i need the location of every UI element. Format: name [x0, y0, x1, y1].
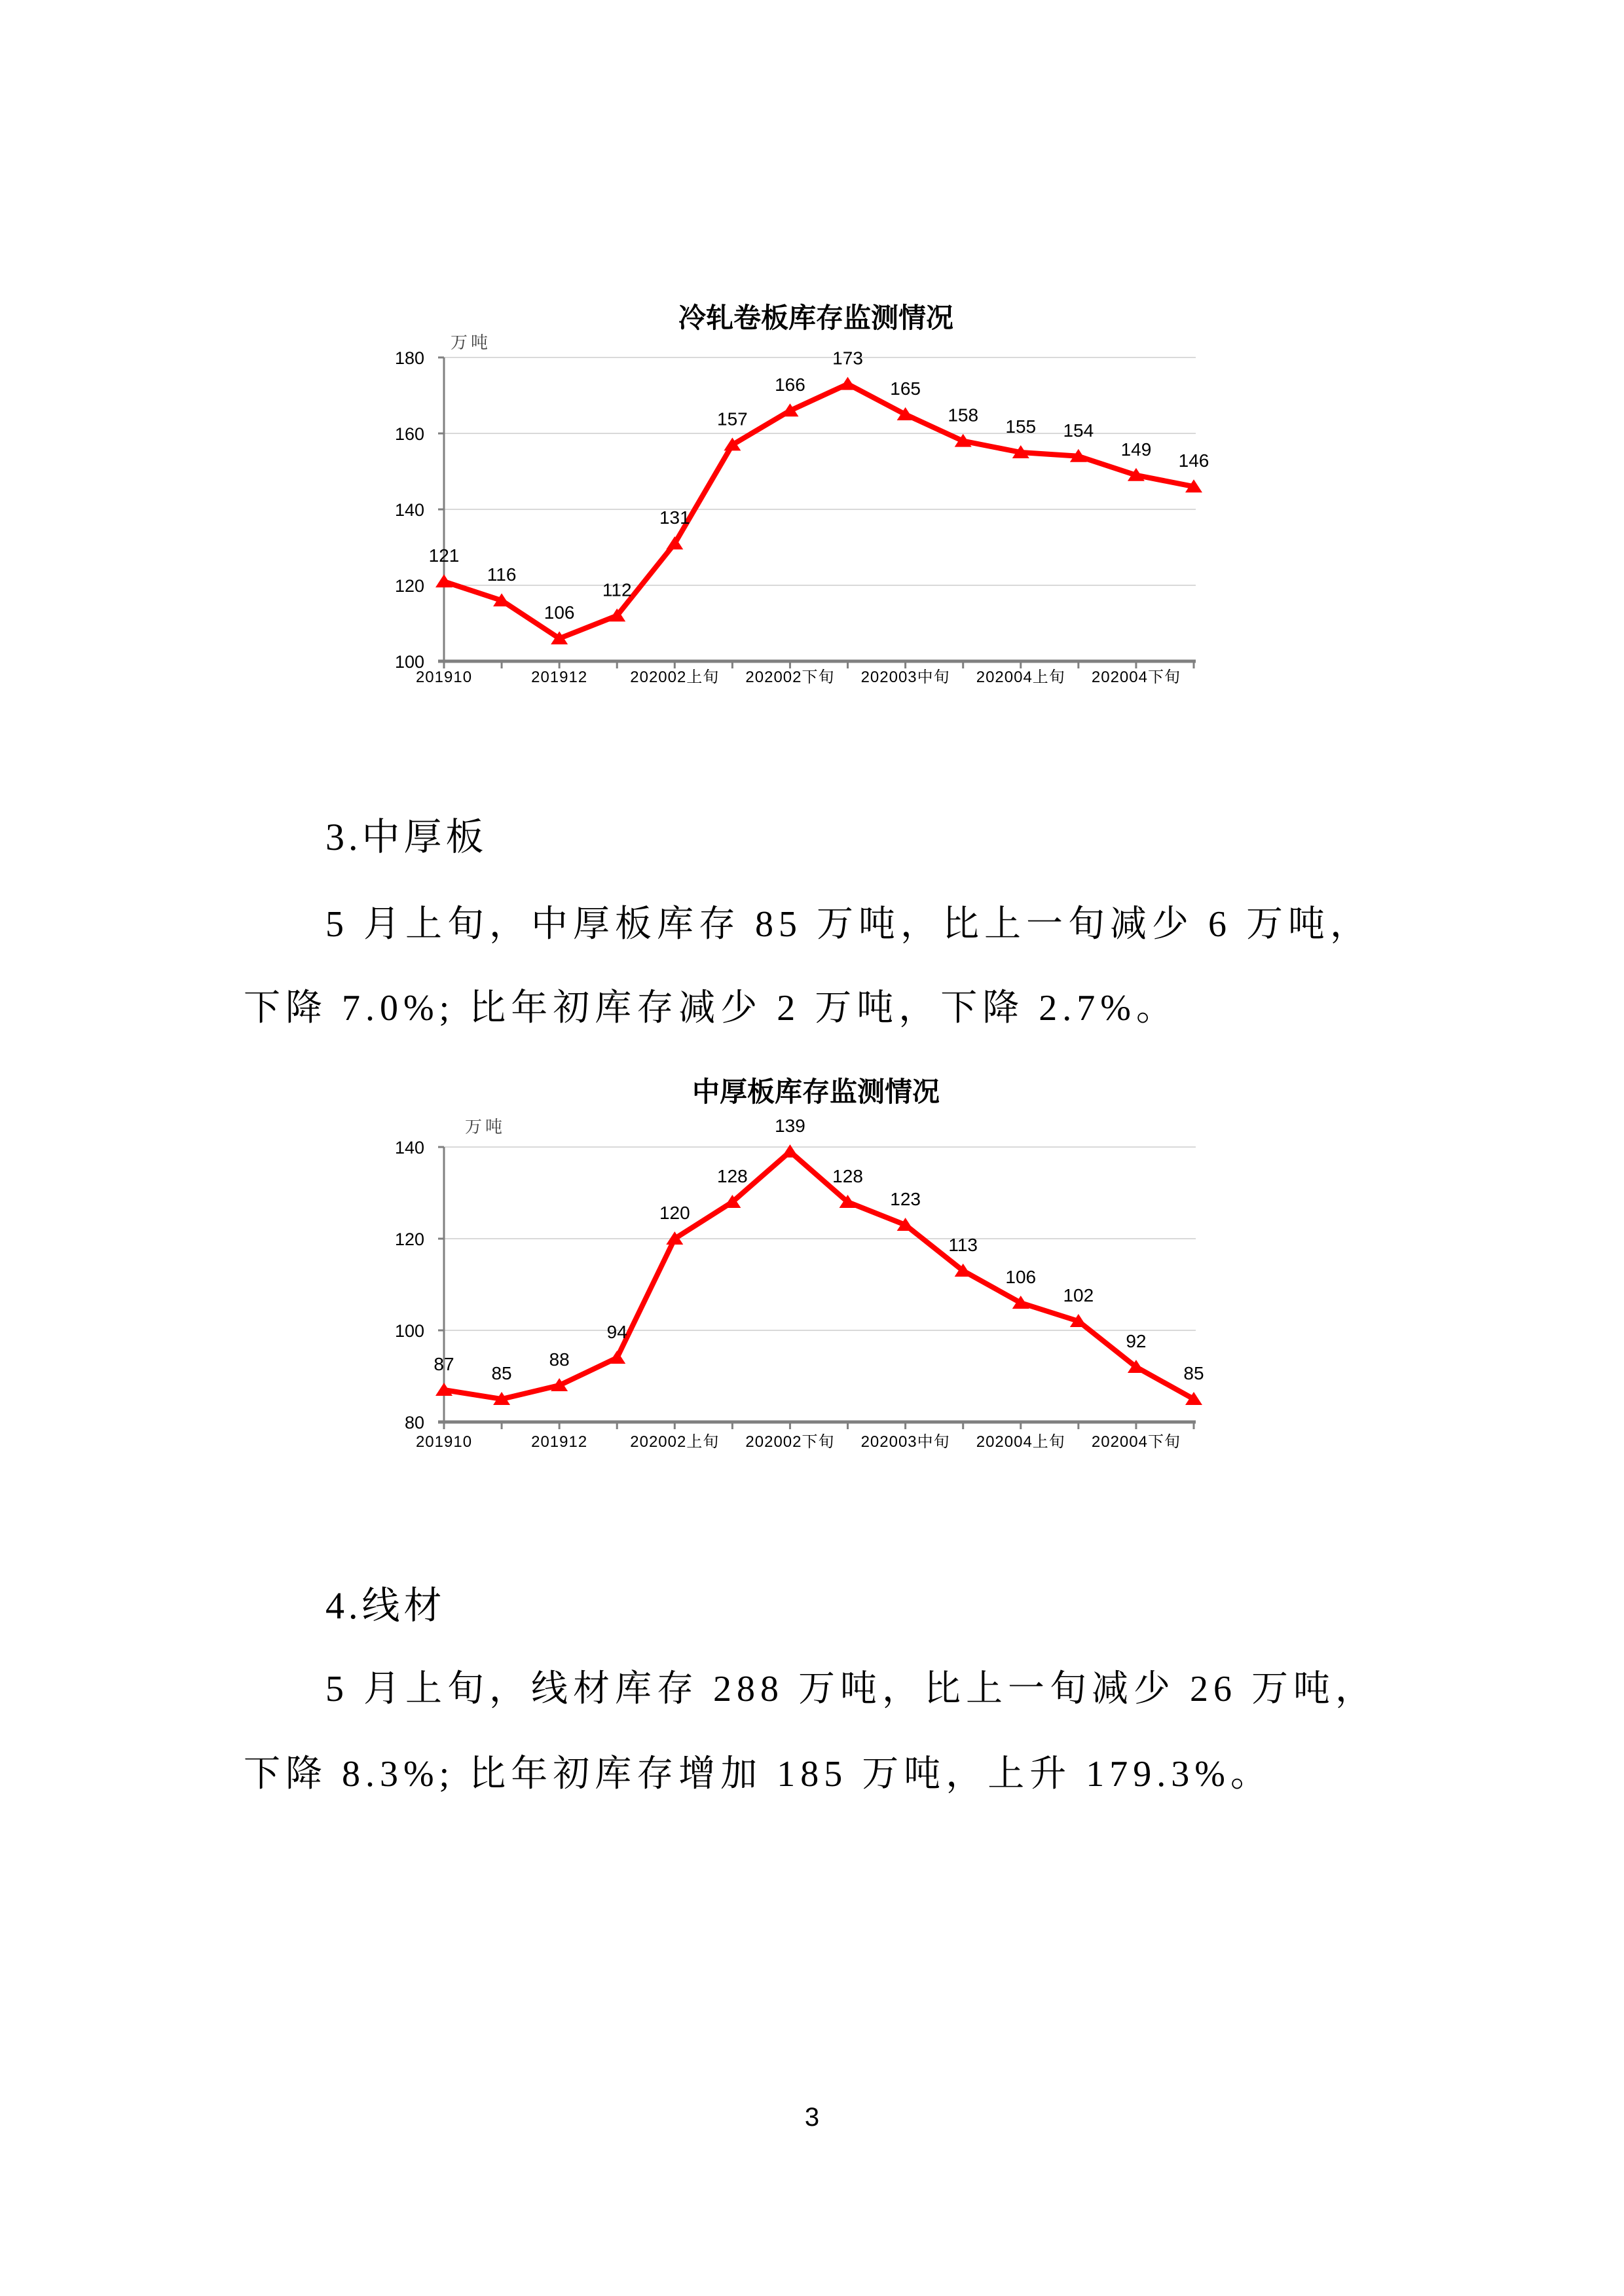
data-point-label: 102 — [1063, 1285, 1094, 1305]
chart-title: 冷轧卷板库存监测情况 — [678, 302, 954, 333]
data-point-label: 166 — [775, 374, 805, 395]
data-point-label: 146 — [1178, 450, 1209, 471]
x-axis-tick-label: 202004下旬 — [1091, 1433, 1181, 1451]
wire-rod-paragraph-line-1: 5 月上旬，线材库存 288 万吨，比上一旬减少 26 万吨， — [325, 1669, 1377, 1709]
data-point-label: 112 — [602, 579, 632, 600]
y-axis-tick-label: 140 — [394, 500, 424, 520]
data-point-label: 157 — [717, 409, 748, 429]
y-axis-unit-label: 万吨 — [465, 1117, 506, 1137]
data-point-label: 128 — [832, 1166, 863, 1186]
data-point-label: 131 — [659, 507, 690, 528]
data-point-label: 121 — [428, 545, 460, 566]
data-point-label: 173 — [832, 348, 863, 369]
x-axis-tick-label: 201910 — [415, 1433, 473, 1451]
x-axis-tick-label: 202002下旬 — [745, 1433, 835, 1451]
data-point-label: 116 — [487, 564, 517, 585]
section-heading-wire-rod: 4.线材 — [325, 1584, 446, 1627]
data-point-label: 92 — [1126, 1331, 1147, 1351]
data-point-label: 94 — [606, 1322, 627, 1342]
x-axis-tick-label: 201910 — [415, 668, 473, 686]
x-axis-tick-label: 202003中旬 — [860, 668, 950, 686]
data-point-label: 120 — [659, 1203, 690, 1223]
data-point-label: 155 — [1005, 416, 1037, 437]
x-axis-tick-label: 202003中旬 — [860, 1433, 950, 1451]
data-point-label: 85 — [1183, 1363, 1204, 1383]
section-heading-medium-plate: 3.中厚板 — [325, 816, 488, 858]
x-axis-tick-label: 201912 — [531, 1433, 588, 1451]
data-point-marker — [840, 377, 857, 390]
data-point-label: 87 — [434, 1354, 454, 1374]
cold-rolled-coil-inventory-chart — [367, 275, 1283, 720]
data-point-label: 123 — [890, 1189, 921, 1209]
y-axis-tick-label: 100 — [394, 1321, 424, 1341]
data-point-label: 85 — [491, 1363, 512, 1383]
data-point-marker — [608, 1351, 625, 1364]
medium-plate-paragraph-line-1: 5 月上旬，中厚板库存 85 万吨，比上一旬减少 6 万吨， — [325, 904, 1372, 945]
x-axis-tick-label: 202004下旬 — [1091, 668, 1181, 686]
data-point-label: 149 — [1120, 439, 1152, 460]
x-axis-tick-label: 202004上旬 — [976, 668, 1065, 686]
data-point-label: 106 — [544, 602, 575, 623]
data-point-label: 154 — [1063, 420, 1094, 441]
y-axis-tick-label: 140 — [394, 1138, 424, 1157]
data-point-label: 128 — [717, 1166, 748, 1186]
data-point-label: 88 — [549, 1349, 570, 1370]
page-number: 3 — [804, 2103, 820, 2132]
y-axis-tick-label: 120 — [394, 1230, 424, 1249]
x-axis-tick-label: 202002上旬 — [630, 1433, 720, 1451]
data-point-label: 106 — [1005, 1267, 1037, 1287]
data-point-label: 139 — [775, 1116, 805, 1136]
wire-rod-paragraph-line-2: 下降 8.3%; 比年初库存增加 185 万吨，上升 179.3%。 — [244, 1754, 1272, 1795]
x-axis-tick-label: 202002下旬 — [745, 668, 835, 686]
data-point-label: 165 — [890, 378, 921, 399]
medium-plate-paragraph-line-2: 下降 7.0%; 比年初库存减少 2 万吨，下降 2.7%。 — [244, 988, 1178, 1029]
y-axis-tick-label: 80 — [404, 1413, 424, 1432]
data-point-label: 113 — [948, 1235, 978, 1255]
medium-plate-chart-canvas — [367, 1061, 1283, 1480]
y-axis-tick-label: 120 — [394, 576, 424, 596]
y-axis-tick-label: 160 — [394, 424, 424, 444]
medium-plate-inventory-chart — [367, 1061, 1283, 1480]
x-axis-tick-label: 202002上旬 — [630, 668, 720, 686]
y-axis-unit-label: 万吨 — [451, 333, 492, 352]
cold-rolled-coil-chart-canvas — [367, 275, 1283, 720]
data-point-label: 158 — [948, 405, 979, 426]
x-axis-tick-label: 201912 — [531, 668, 588, 686]
y-axis-tick-label: 180 — [394, 348, 424, 368]
chart-title: 中厚板库存监测情况 — [692, 1076, 940, 1107]
x-axis-tick-label: 202004上旬 — [976, 1433, 1065, 1451]
y-axis-tick-label: 100 — [394, 652, 424, 672]
